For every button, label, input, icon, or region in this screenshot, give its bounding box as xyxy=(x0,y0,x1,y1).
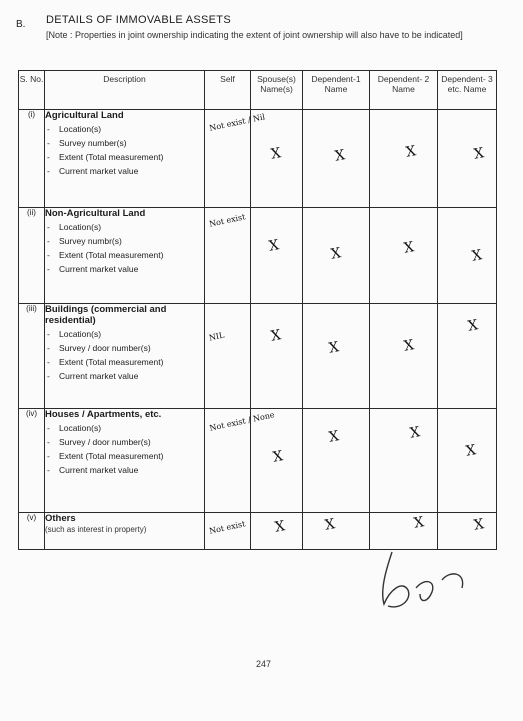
page-number: 247 xyxy=(256,659,272,669)
cross-mark: X xyxy=(402,239,416,257)
cross-mark: X xyxy=(472,145,486,163)
row-description xyxy=(45,110,205,208)
cross-mark: X xyxy=(412,514,426,532)
row-description xyxy=(45,513,205,550)
header-dependent-3: Dependent- 3 etc. Name xyxy=(438,71,497,110)
table-header-row xyxy=(19,71,497,110)
row-item: - Current market value xyxy=(45,465,204,476)
header-dependent-2: Dependent- 2 Name xyxy=(370,71,438,110)
immovable-assets-table xyxy=(18,70,497,550)
cell-dependent-1 xyxy=(303,208,370,304)
row-description xyxy=(45,208,205,304)
row-item: - Extent (Total measurement) xyxy=(45,152,204,163)
section-letter: B. xyxy=(16,19,26,30)
row-item: - Survey number(s) xyxy=(45,138,204,149)
row-sno: (i) xyxy=(19,110,45,208)
row-item: - Location(s) xyxy=(45,124,204,135)
cross-mark: X xyxy=(329,245,343,263)
cell-spouse xyxy=(251,513,303,550)
cell-spouse xyxy=(251,304,303,409)
cross-mark: X xyxy=(273,518,287,536)
header-sno: S. No. xyxy=(19,71,45,110)
cell-self xyxy=(205,208,251,304)
cell-self xyxy=(205,304,251,409)
table-row xyxy=(19,208,497,304)
cross-mark: X xyxy=(466,317,480,335)
row-sno: (ii) xyxy=(19,208,45,304)
row-item: - Location(s) xyxy=(45,222,204,233)
cross-mark: X xyxy=(472,516,486,534)
row-item: - Location(s) xyxy=(45,423,204,434)
row-item: - Survey numbr(s) xyxy=(45,236,204,247)
handwritten-self: Not exist / Nil xyxy=(208,112,266,133)
cell-dependent-3 xyxy=(438,513,497,550)
cross-mark: X xyxy=(271,448,285,466)
cell-dependent-2 xyxy=(370,110,438,208)
row-item: - Extent (Total measurement) xyxy=(45,250,204,261)
header-dependent-1: Dependent-1 Name xyxy=(303,71,370,110)
row-item: - Current market value xyxy=(45,371,204,382)
row-description xyxy=(45,304,205,409)
row-category: Agricultural Land xyxy=(45,110,124,121)
cell-dependent-1 xyxy=(303,513,370,550)
header-self: Self xyxy=(205,71,251,110)
cross-mark: X xyxy=(327,339,341,357)
row-description xyxy=(45,409,205,513)
cell-self xyxy=(205,409,276,513)
cell-dependent-2 xyxy=(370,409,438,513)
table-row xyxy=(19,409,497,513)
header-description: Description xyxy=(45,71,205,110)
table-row xyxy=(19,513,497,550)
cross-mark: X xyxy=(323,516,337,534)
cell-dependent-1 xyxy=(303,110,370,208)
row-category-sub: (such as interest in property) xyxy=(45,525,147,534)
row-category: Buildings (commercial and residential) xyxy=(45,304,167,326)
cell-dependent-2 xyxy=(370,513,438,550)
cell-self xyxy=(205,513,251,550)
cell-spouse xyxy=(251,208,303,304)
cell-dependent-2 xyxy=(370,304,438,409)
handwritten-self: NIL xyxy=(208,330,226,343)
handwritten-self: Not exist / None xyxy=(208,410,276,433)
cell-dependent-3 xyxy=(438,304,497,409)
row-item: - Survey / door number(s) xyxy=(45,437,204,448)
section-note: [Note : Properties in joint ownership indicating the extent of joint ownership will also have to be indicated] xyxy=(46,30,463,40)
table-row xyxy=(19,110,497,208)
cross-mark: X xyxy=(402,337,416,355)
cell-self xyxy=(205,110,266,208)
cross-mark: X xyxy=(464,442,478,460)
cell-spouse xyxy=(251,110,303,208)
cell-dependent-3 xyxy=(438,110,497,208)
cross-mark: X xyxy=(408,424,422,442)
row-item: - Extent (Total measurement) xyxy=(45,357,204,368)
cell-dependent-3 xyxy=(438,409,497,513)
cross-mark: X xyxy=(333,147,347,165)
cross-mark: X xyxy=(267,237,281,255)
handwritten-self: Not exist xyxy=(208,212,247,229)
cross-mark: X xyxy=(269,145,283,163)
handwritten-self: Not exist xyxy=(208,519,247,536)
row-item: - Extent (Total measurement) xyxy=(45,451,204,462)
cross-mark: X xyxy=(327,428,341,446)
header-spouse: Spouse(s) Name(s) xyxy=(251,71,303,110)
row-item: - Location(s) xyxy=(45,329,204,340)
row-item: - Current market value xyxy=(45,264,204,275)
cell-dependent-3 xyxy=(438,208,497,304)
row-sno: (v) xyxy=(19,513,45,550)
row-category: Non-Agricultural Land xyxy=(45,208,146,219)
row-item: - Survey / door number(s) xyxy=(45,343,204,354)
cell-spouse xyxy=(251,409,303,513)
row-item: - Current market value xyxy=(45,166,204,177)
cross-mark: X xyxy=(470,247,484,265)
cell-dependent-1 xyxy=(303,409,370,513)
cross-mark: X xyxy=(269,327,283,345)
row-sno: (iv) xyxy=(19,409,45,513)
table-row xyxy=(19,304,497,409)
cell-dependent-1 xyxy=(303,304,370,409)
row-sno: (iii) xyxy=(19,304,45,409)
cell-dependent-2 xyxy=(370,208,438,304)
row-category: Houses / Apartments, etc. xyxy=(45,409,162,420)
section-title: DETAILS OF IMMOVABLE ASSETS xyxy=(46,14,231,26)
cross-mark: X xyxy=(404,143,418,161)
row-category: Others xyxy=(45,513,76,524)
